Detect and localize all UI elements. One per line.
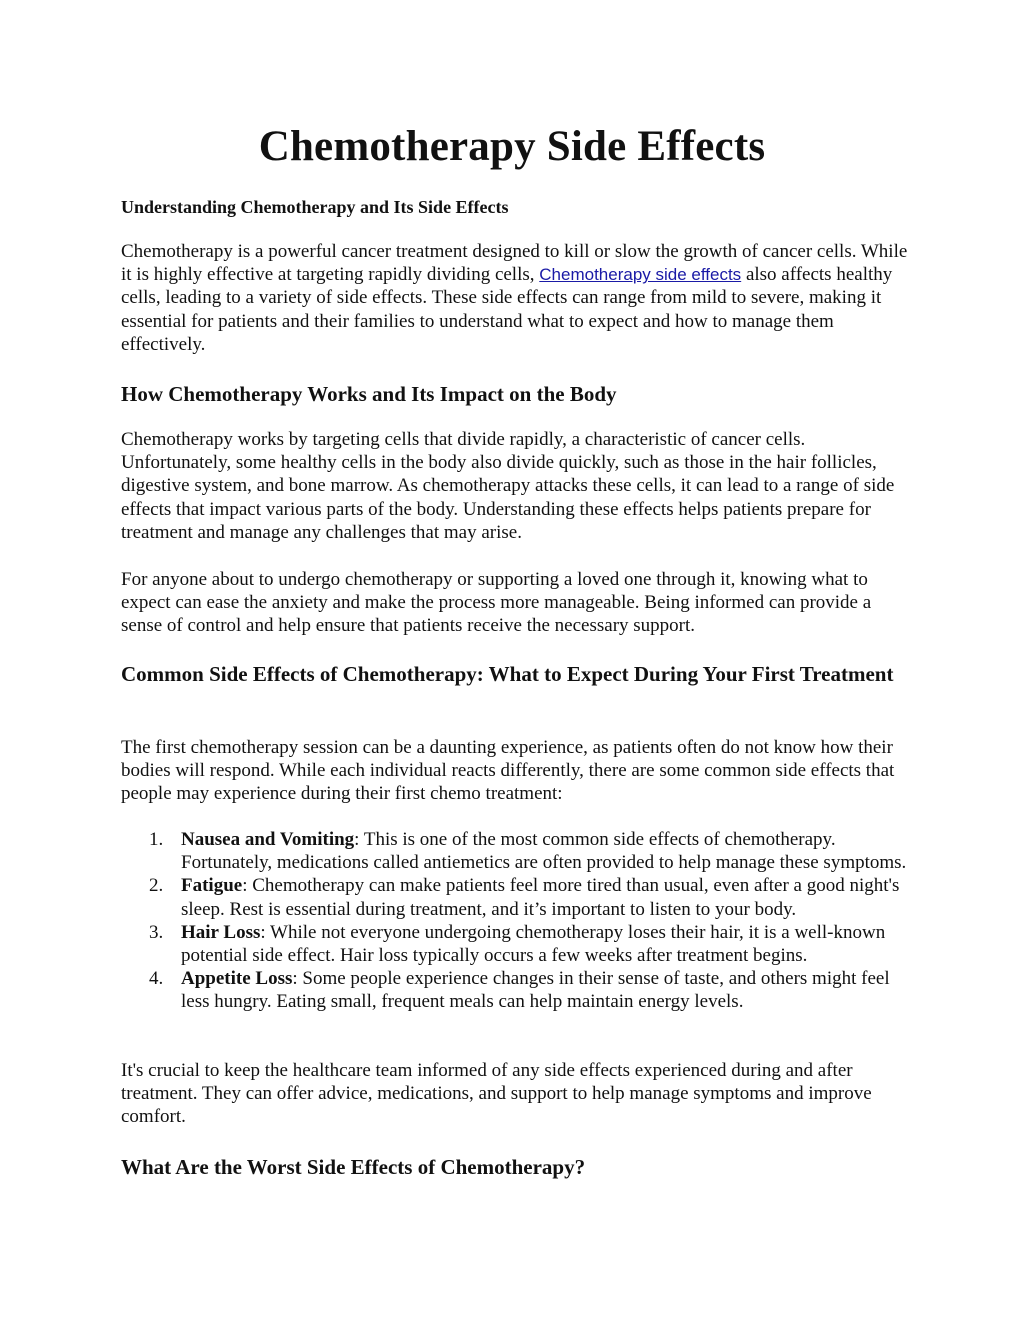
list-item xyxy=(121,921,911,967)
how-it-works-paragraph-1: Chemotherapy works by targeting cells that divide rapidly, a characteristic of cancer cells. Unfortunately, some healthy cells in the body also divide quickly, such as those in the hair follicles, digestive system, and bone marrow. As chemotherapy attacks these cells, it can lead to a range of side effects that impact various parts of the body. Understanding these effects helps patients prepare for treatment and manage any challenges that may arise. xyxy=(121,429,895,543)
section-heading-how-it-works: How Chemotherapy Works and Its Impact on the Body xyxy=(121,382,617,406)
list-item xyxy=(121,967,911,1013)
intro-text-before-link: Chemotherapy is a powerful cancer treatment designed to kill or slow the growth of cancer cells. While it is highly effective at targeting rapidly dividing cells, xyxy=(121,241,908,286)
list-item xyxy=(121,828,911,874)
chemotherapy-side-effects-link[interactable]: Chemotherapy side effects xyxy=(539,265,742,285)
list-item-term: Appetite Loss xyxy=(181,968,293,990)
intro-text-after-link: also affects healthy cells, leading to a variety of side effects. These side effects can range from mild to severe, making it essential for patients and their families to understand what to expect and how to manage them effectively. xyxy=(121,264,893,355)
list-item-text: : While not everyone undergoing chemotherapy loses their hair, it is a well-known potential side effect. Hair loss typically occurs a few weeks after treatment begins. xyxy=(181,921,886,967)
list-item-term: Nausea and Vomiting xyxy=(181,829,355,850)
how-it-works-paragraph-2: For anyone about to undergo chemotherapy or supporting a loved one through it, knowing what to expect can ease the anxiety and make the process more manageable. Being informed can provide a sense of control and help ensure that patients receive the necessary support. xyxy=(121,569,872,637)
list-item-term: Hair Loss xyxy=(181,921,261,943)
common-side-effects-intro: The first chemotherapy session can be a daunting experience, as patients often do not know how their bodies will respond. While each individual reacts differently, there are some common side effects that people may experience during their first chemo treatment: xyxy=(121,737,895,805)
section-heading-worst-side-effects: What Are the Worst Side Effects of Chemotherapy? xyxy=(121,1155,586,1179)
list-item-number: 3. xyxy=(149,921,164,943)
side-effects-list xyxy=(121,828,911,1014)
list-item xyxy=(121,874,911,920)
list-item-number: 1. xyxy=(149,829,164,850)
list-item-text: : Chemotherapy can make patients feel more tired than usual, even after a good night's sleep. Rest is essential during treatment, and it’s important to listen to your body. xyxy=(181,875,900,920)
page-title: Chemotherapy Side Effects xyxy=(258,123,766,170)
list-item-number: 4. xyxy=(149,968,164,990)
list-item-term: Fatigue xyxy=(181,875,243,897)
list-item-number: 2. xyxy=(149,875,164,897)
subtitle: Understanding Chemotherapy and Its Side Effects xyxy=(121,197,509,217)
list-item-text: : This is one of the most common side effects of chemotherapy. Fortunately, medications called antiemetics are often provided to help manage these symptoms. xyxy=(181,829,907,874)
intro-paragraph xyxy=(121,240,911,356)
closing-paragraph: It's crucial to keep the healthcare team informed of any side effects experienced during and after treatment. They can offer advice, medications, and support to help manage symptoms and improve comfort. xyxy=(121,1060,872,1128)
section-heading-common-side-effects: Common Side Effects of Chemotherapy: What to Expect During Your First Treatment xyxy=(121,662,894,686)
list-item-text: : Some people experience changes in their sense of taste, and others might feel less hungry. Eating small, frequent meals can help maintain energy levels. xyxy=(181,968,890,1013)
